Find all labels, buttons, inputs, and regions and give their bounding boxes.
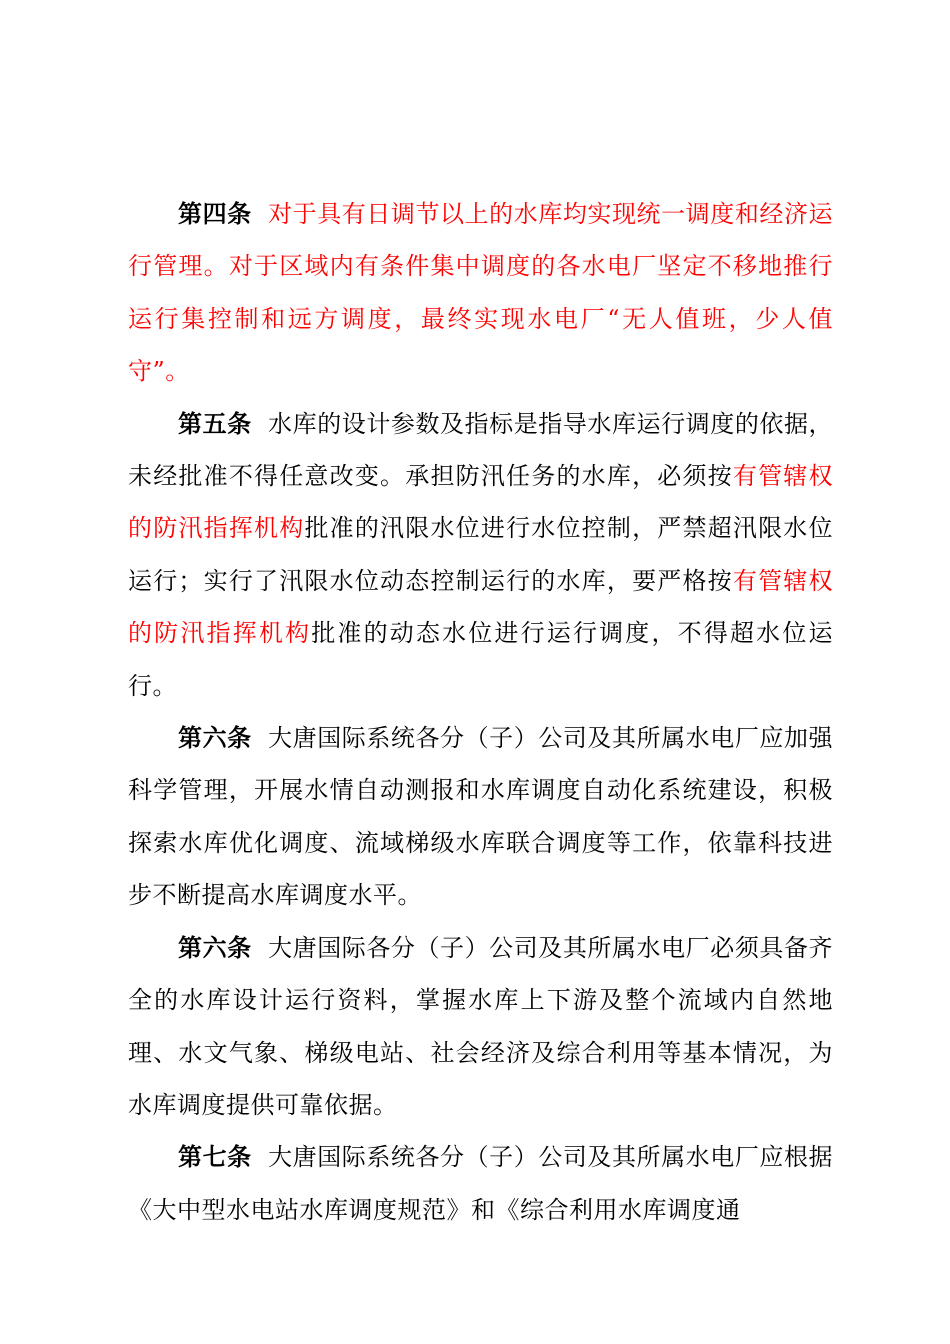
- article-text-highlight: 有管辖权的防汛指挥机构: [128, 462, 834, 543]
- article-text: 对于具有日调节以上的水库均实现统一调度和经济运行管理。对于区域内有条件集中调度的各水电厂坚定不移地推行运行集控制和远方调度，最终实现水电厂“无人值班，少人值守”。: [128, 200, 834, 386]
- article-7: [128, 1131, 833, 1236]
- article-number: 第六条: [178, 932, 252, 962]
- article-text: 大唐国际系统各分（子）公司及其所属水电厂应加强科学管理，开展水情自动测报和水库调度自动化系统建设，积极探索水库优化调度、流域梯级水库联合调度等工作，依靠科技进步不断提高水库调度水平。: [128, 724, 834, 910]
- article-4: [128, 188, 833, 398]
- article-number: 第五条: [178, 408, 252, 438]
- article-number: 第六条: [178, 723, 252, 753]
- article-number: 第七条: [178, 1142, 252, 1172]
- article-text: 大唐国际系统各分（子）公司及其所属水电厂应根据《大中型水电站水库调度规范》和《综合利用水库调度通: [128, 1143, 834, 1224]
- document-page: [128, 188, 833, 1236]
- article-text: 大唐国际各分（子）公司及其所属水电厂必须具备齐全的水库设计运行资料，掌握水库上下游及整个流域内自然地理、水文气象、梯级电站、社会经济及综合利用等基本情况，为水库调度提供可靠依据。: [128, 933, 834, 1119]
- article-text: 水库的设计参数及指标是指导水库运行调度的依据，未经批准不得任意改变。承担防汛任务的水库，必须按: [128, 409, 834, 491]
- article-6b: [128, 922, 833, 1132]
- article-text-highlight: 有管辖权的防汛指挥机构: [128, 566, 834, 648]
- article-6a: [128, 712, 833, 922]
- article-5: [128, 398, 833, 712]
- article-number: 第四条: [178, 199, 252, 228]
- article-text: 批准的汛限水位进行水位控制，严禁超汛限水位运行；实行了汛限水位动态控制运行的水库，要严格按: [128, 514, 834, 595]
- article-text: 批准的动态水位进行运行调度，不得超水位运行。: [128, 619, 834, 700]
